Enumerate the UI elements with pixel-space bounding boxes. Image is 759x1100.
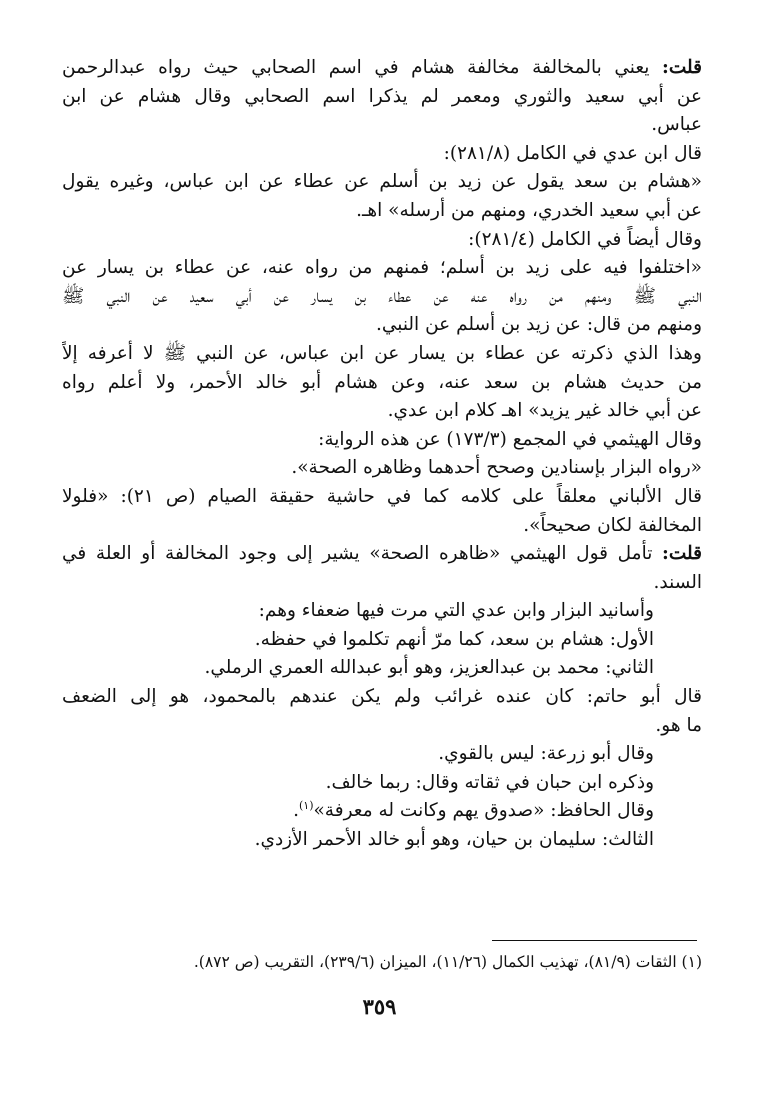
text-line: الثاني: محمد بن عبدالعزيز، وهو أبو عبدالله العمري الرملي. xyxy=(204,657,654,679)
text-line: «هشام بن سعد يقول عن زيد بن أسلم عن عطاء عن ابن عباس، وغيره يقول xyxy=(62,171,702,193)
text-line: عن أبي سعيد والثوري ومعمر لم يذكرا اسم الصحابي وقال هشام عن ابن xyxy=(62,85,702,107)
text-line: وقال أيضاً في الكامل (٢٨١/٤): xyxy=(468,228,702,250)
text-line: وقال الهيثمي في المجمع (١٧٣/٣) عن هذه الرواية: xyxy=(318,428,702,450)
page-number: ٣٥٩ xyxy=(362,994,397,1019)
text-span: تأمل قول الهيثمي «ظاهره الصحة» يشير إلى وجود المخالفة أو العلة في xyxy=(62,543,653,565)
lead-word: قلت: xyxy=(662,543,702,565)
text-line: قال ابن عدي في الكامل (٢٨١/٨): xyxy=(443,142,702,164)
text-line: قال أبو حاتم: كان عنده غرائب ولم يكن عندهم بالمحمود، هو إلى الضعف xyxy=(62,686,702,708)
text-line xyxy=(62,54,702,83)
text-line: عن أبي سعيد الخدري، ومنهم من أرسله» اهـ. xyxy=(356,199,702,221)
text-line: النبي ﷺ ومنهم من رواه عنه عن عطاء بن يسار عن أبي سعيد عن النبي ﷺ xyxy=(62,285,702,307)
text-span: يعني بالمخالفة مخالفة هشام في اسم الصحابي حيث رواه عبدالرحمن xyxy=(62,57,650,78)
text-line: عباس. xyxy=(651,114,702,136)
footnote-separator xyxy=(492,940,697,941)
text-line: قال الألباني معلقاً على كلامه كما في حاشية حقيقة الصيام (ص ٢١): «فلولا xyxy=(62,485,702,507)
text-line xyxy=(62,540,702,569)
text-line: المخالفة لكان صحيحاً». xyxy=(523,514,702,536)
text-line: «رواه البزار بإسنادين وصحح أحدهما وظاهره الصحة». xyxy=(291,457,702,479)
page-body xyxy=(62,54,702,855)
text-line: من حديث هشام بن سعد عنه، وعن هشام أبو خالد الأحمر، ولا أعلم رواه xyxy=(62,371,702,393)
text-line: وذكره ابن حبان في ثقاته وقال: ربما خالف. xyxy=(325,771,654,793)
text-span: وقال الحافظ: «صدوق يهم وكانت له معرفة» xyxy=(313,800,654,822)
text-line: الأول: هشام بن سعد، كما مرّ أنهم تكلموا في حفظه. xyxy=(254,628,654,650)
text-line: ومنهم من قال: عن زيد بن أسلم عن النبي. xyxy=(375,314,702,336)
text-line: «اختلفوا فيه على زيد بن أسلم؛ فمنهم من رواه عنه، عن عطاء بن يسار عن xyxy=(62,257,702,279)
text-line: وأسانيد البزار وابن عدي التي مرت فيها ضعفاء وهم: xyxy=(258,600,654,622)
text-line: الثالث: سليمان بن حيان، وهو أبو خالد الأحمر الأزدي. xyxy=(254,829,654,851)
lead-word: قلت: xyxy=(662,57,702,78)
text-line: عن أبي خالد غير يزيد» اهـ كلام ابن عدي. xyxy=(387,400,702,422)
footnote: (١) الثقات (٨١/٩)، تهذيب الكمال (١١/٢٦)، الميزان (٢٣٩/٦)، التقريب (ص ٨٧٢). xyxy=(193,953,702,971)
text-line: وقال أبو زرعة: ليس بالقوي. xyxy=(438,743,654,765)
text-line: وقال الحافظ: «صدوق يهم وكانت له معرفة»$^{(١)}$. xyxy=(293,799,654,822)
text-line: وهذا الذي ذكرته عن عطاء بن يسار عن ابن عباس، عن النبي ﷺ لا أعرفه إلاً xyxy=(62,342,702,364)
text-line: السند. xyxy=(653,571,702,593)
text-line: ما هو. xyxy=(655,714,702,736)
footnote-ref: (١) xyxy=(298,799,314,813)
